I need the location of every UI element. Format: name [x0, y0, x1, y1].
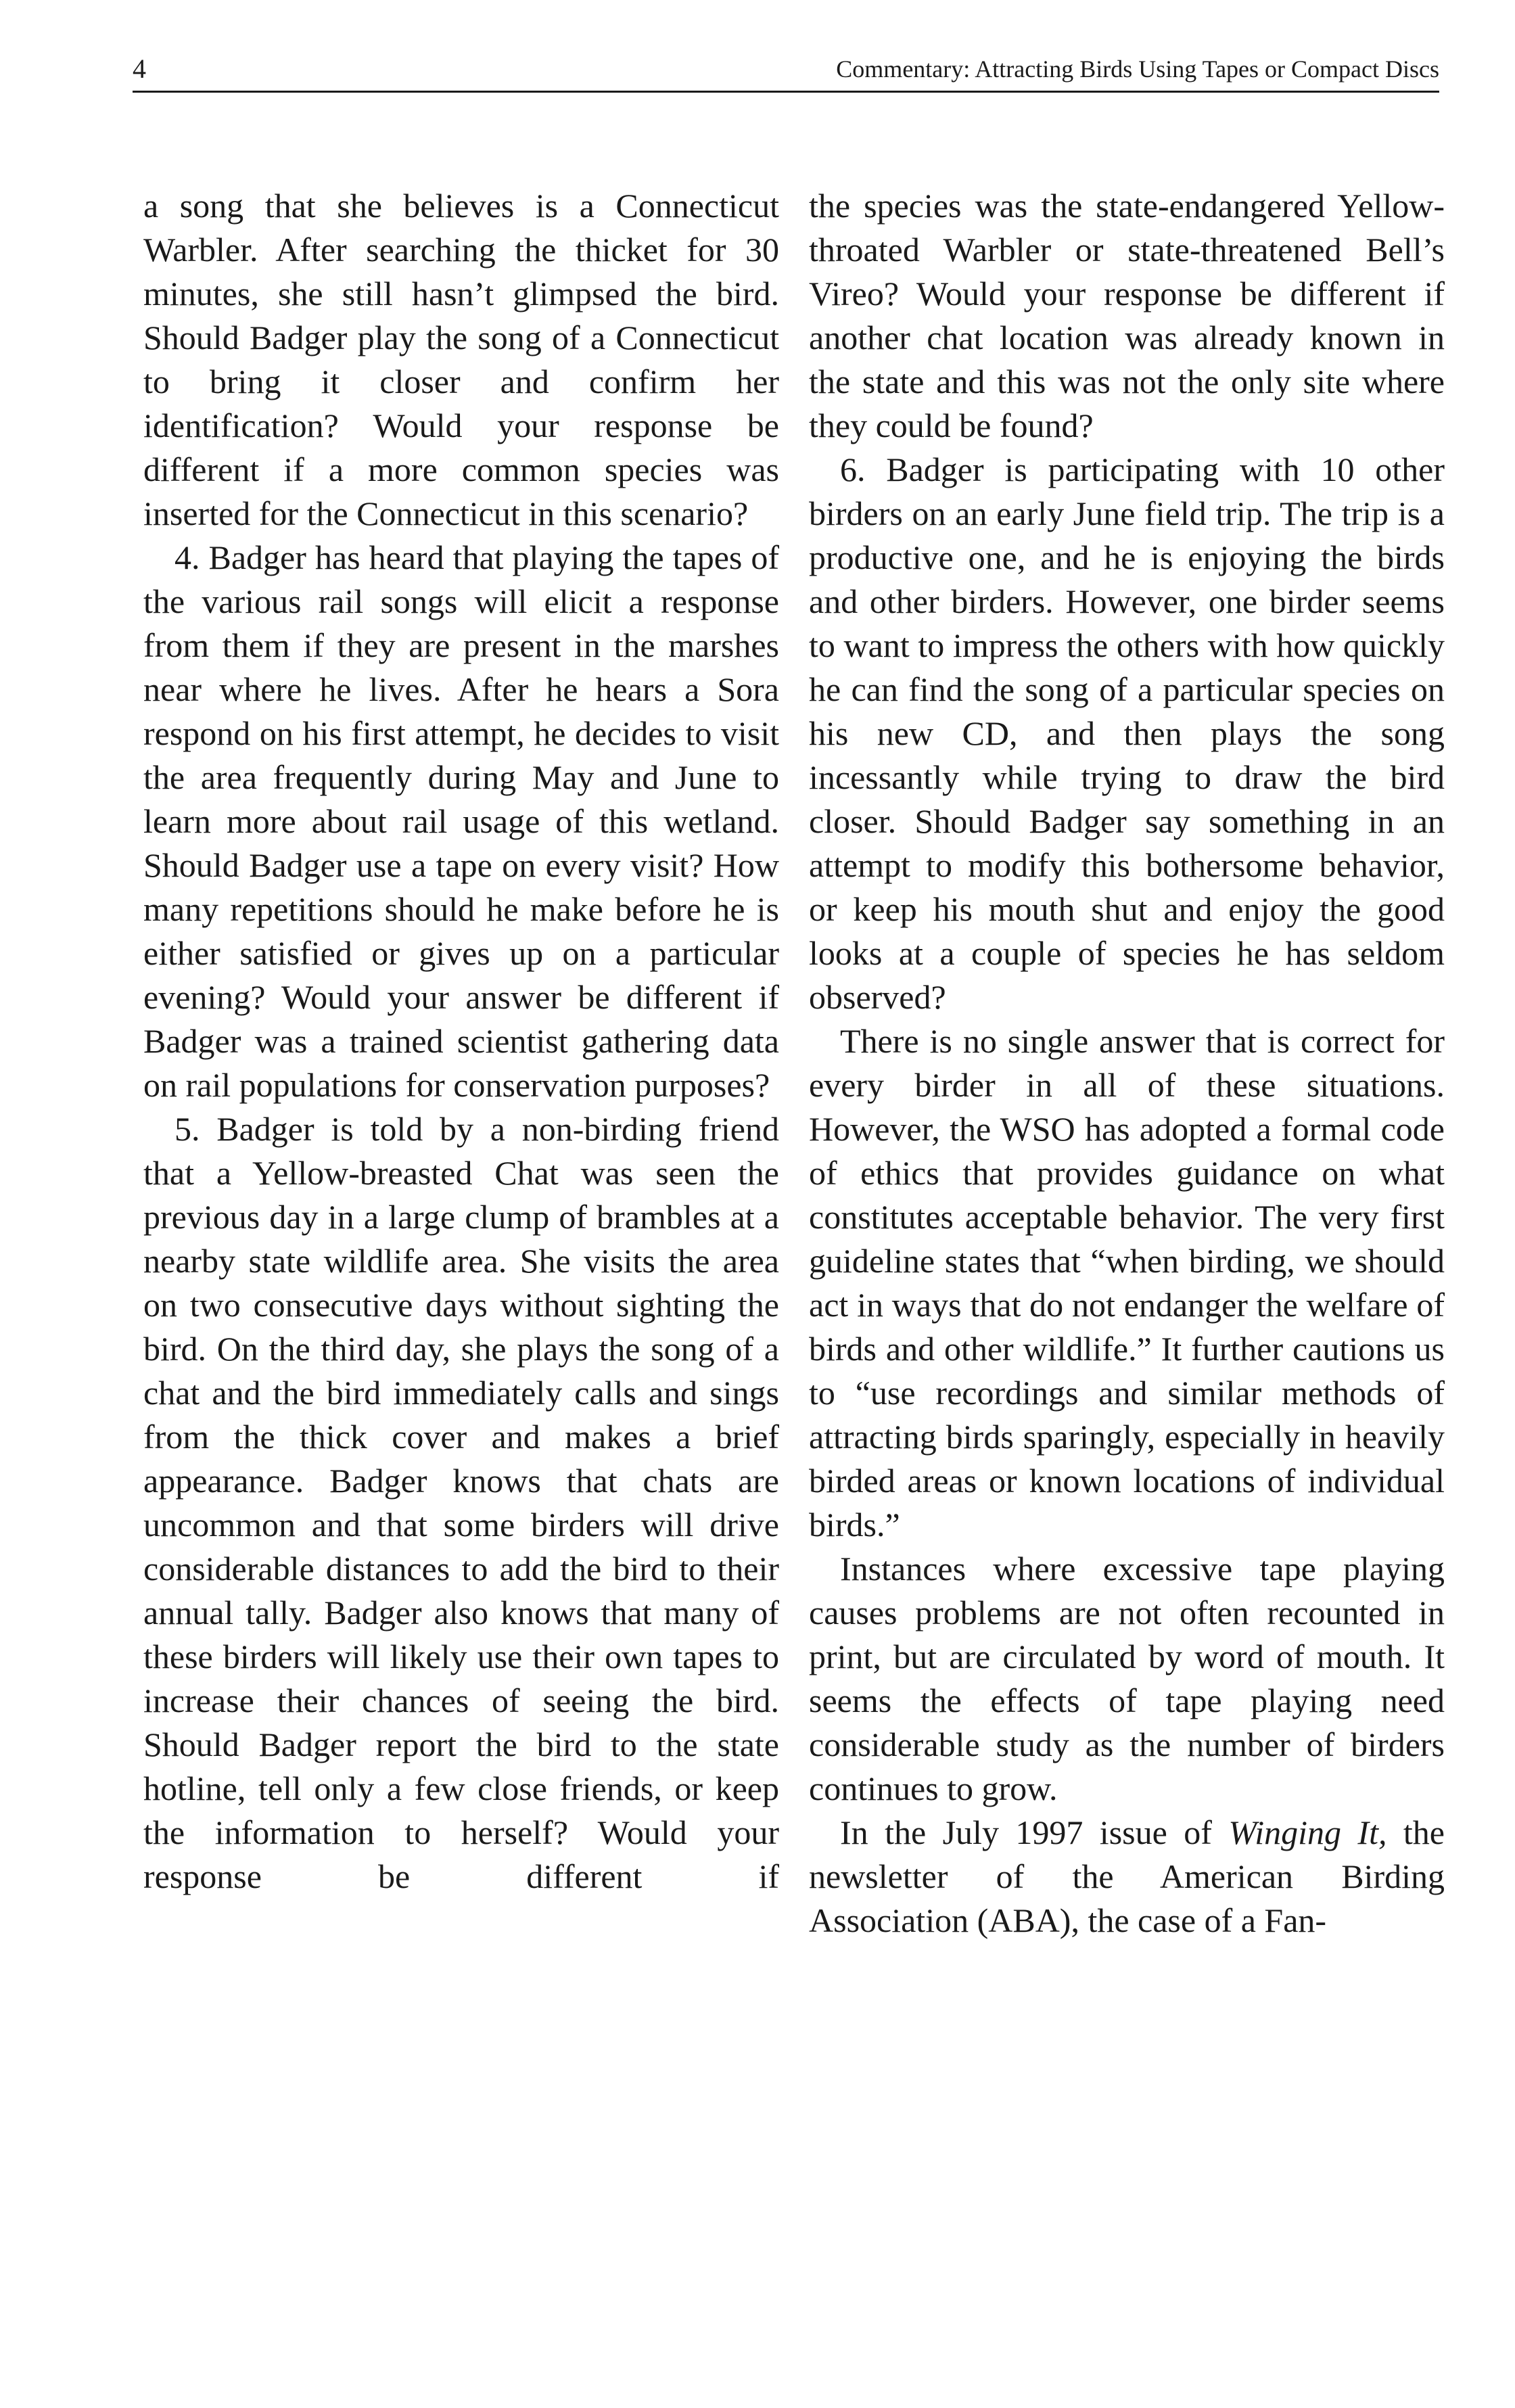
- paragraph-tape-playing: Instances where excessive tape playing causes problems are not often recounted in print, but are circulated by word of mouth. It seems the effects of tape playing need considerable study as the number of birders continues to grow.: [809, 1550, 1445, 1807]
- paragraph-item-5: 5. Badger is told by a non-birding friend that a Yellow-breasted Chat was seen the previous day in a large clump of brambles at a nearby state wildlife area. She visits the area on two consecutive days without sighting the bird. On the third day, she plays the song of a chat and the bird immediately calls and sings from the thick cover and makes a brief appearance. Badger knows that chats are uncommon and that some birders will drive considerable distances to add the bird to their annual tally. Badger also knows that many of these birders will likely use their own tapes to increase their chances of seeing the bird. Should Badger report the bird to the state hotline, tell only a few close friends, or keep the information to herself? Would your response be different if: [143, 1110, 779, 1895]
- right-column: [809, 184, 1445, 1943]
- paragraph-winging-it: [809, 1811, 1445, 1943]
- paragraph-item-6: 6. Badger is participating with 10 other birders on an early June field trip. The trip is a productive one, and he is enjoying the birds and other birders. However, one birder seems to want to impress the others with how quickly he can find the song of a particular species on his new CD, and then plays the song incessantly while trying to draw the bird closer. Should Badger say something in an attempt to modify this bothersome behavior, or keep his mouth shut and enjoy the good looks at a couple of species he has seldom observed?: [809, 450, 1445, 1016]
- left-column: [143, 184, 779, 1899]
- page-number: 4: [133, 53, 146, 84]
- paragraph-continued: a song that she believes is a Connecticut Warbler. After searching the thicket for 30 minutes, she still hasn’t glimpsed the bird. Should Badger play the song of a Connecticut to bring it closer and confirm her identification? Would your response be different if a more common species was inserted for the Connecticut in this scenario?: [143, 187, 779, 532]
- text-run: In the July 1997 issue of: [840, 1813, 1229, 1851]
- text-run: the newsletter of the American Birding Association (ABA), the case of a Fan-: [809, 1813, 1445, 1939]
- paragraph-code-of-ethics: There is no single answer that is correct for every birder in all of these situations. However, the WSO has adopted a formal code of ethics that provides guidance on what constitutes acceptable behavior. The very first guideline states that “when birding, we should act in ways that do not endanger the welfare of birds and other wildlife.” It further cautions us to “use recordings and similar methods of attracting birds sparingly, especially in heavily birded areas or known locations of individual birds.”: [809, 1022, 1445, 1544]
- page-header: [133, 50, 1439, 93]
- publication-title: Winging It,: [1228, 1813, 1387, 1851]
- paragraph-item-5-continued: the species was the state-endangered Yellow-throated Warbler or state-threatened Bell’s Vireo? Would your response be different if another chat location was already known in the state and this was not the only site where they could be found?: [809, 187, 1445, 444]
- running-title: Commentary: Attracting Birds Using Tapes or Compact Discs: [836, 55, 1439, 83]
- paragraph-item-4: 4. Badger has heard that playing the tapes of the various rail songs will elicit a response from them if they are present in the marshes near where he lives. After he hears a Sora respond on his first attempt, he decides to visit the area frequently during May and June to learn more about rail usage of this wetland. Should Badger use a tape on every visit? How many repetitions should he make before he is either satisfied or gives up on a particular evening? Would your answer be different if Badger was a trained scientist gathering data on rail populations for conservation purposes?: [143, 538, 779, 1104]
